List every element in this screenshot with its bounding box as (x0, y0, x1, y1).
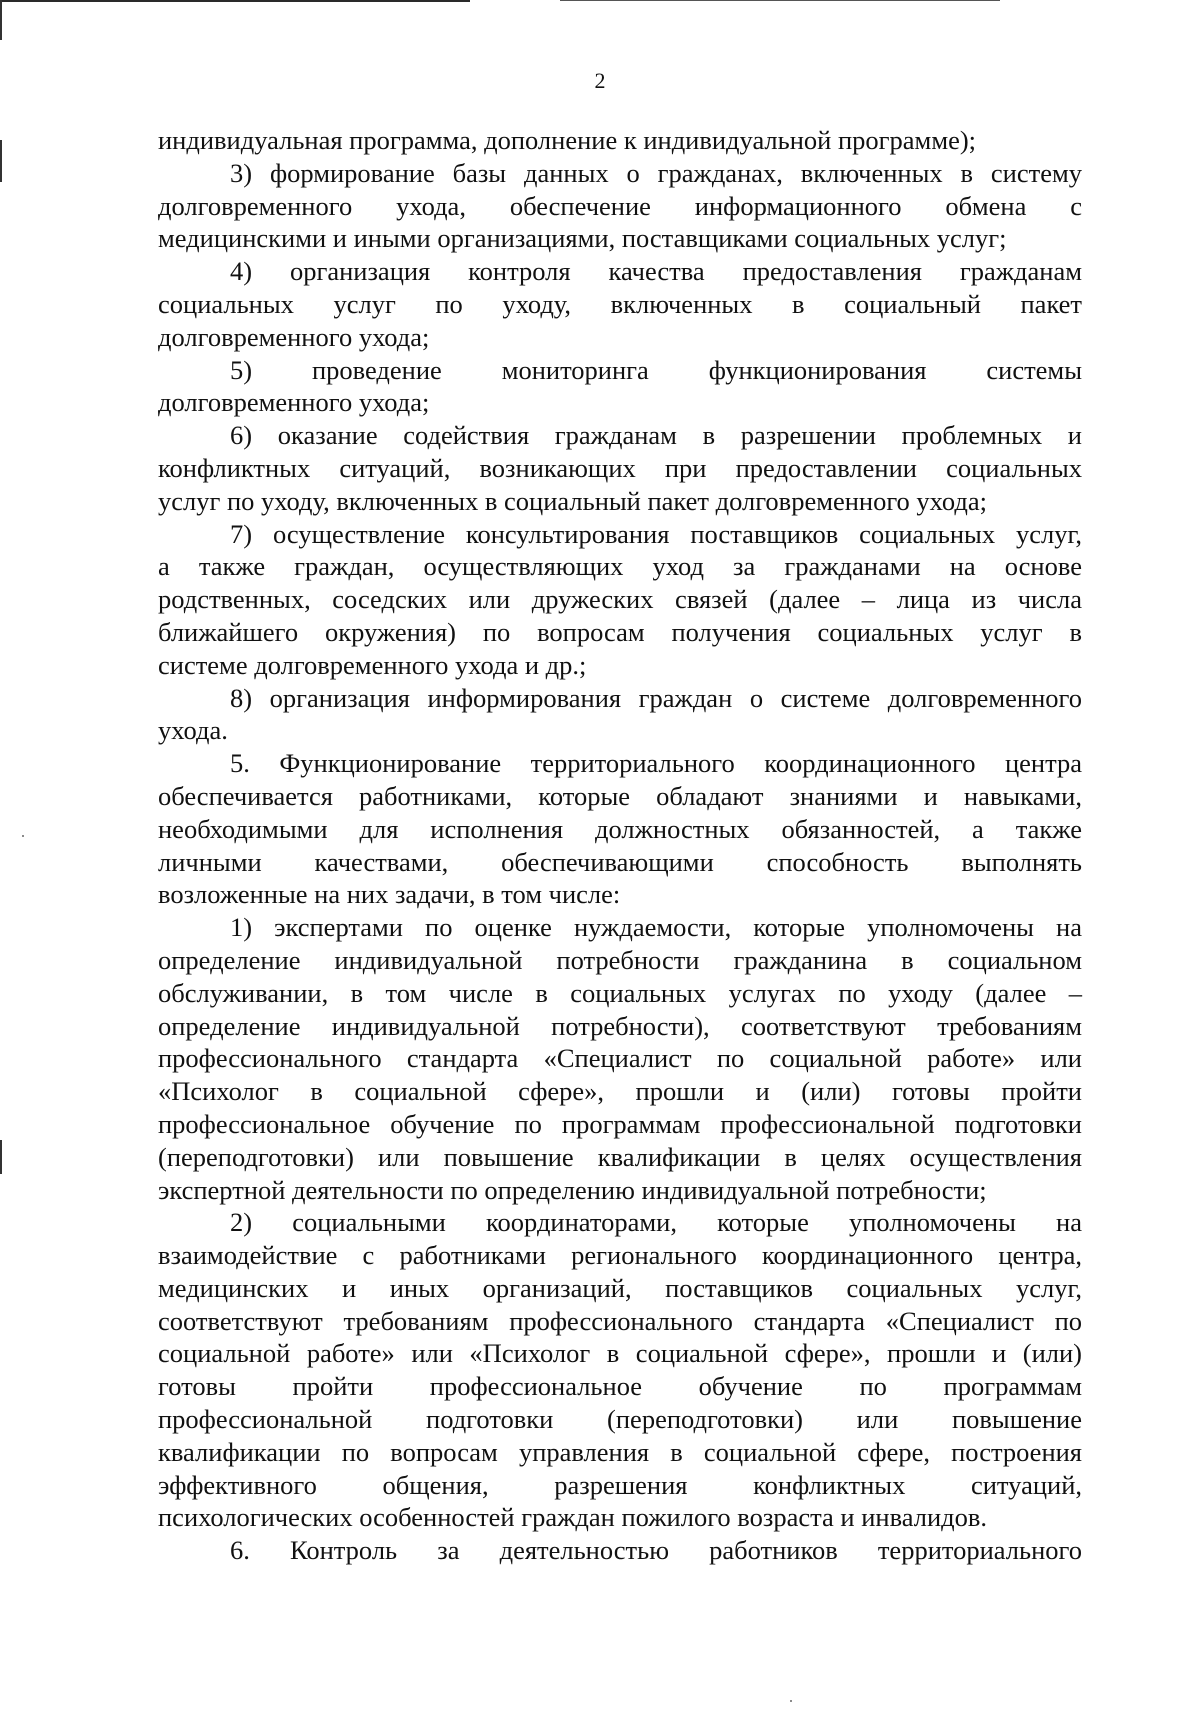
scan-edge-top (0, 0, 470, 2)
text-line: долговременного ухода; (158, 321, 430, 352)
text-line: 1) экспертами по оценке нуждаемости, которые уполномочены на (230, 912, 1082, 943)
scan-edge-left (0, 140, 2, 182)
text-line: эффективного общения, разрешения конфликтных ситуаций, (158, 1469, 1082, 1500)
text-line: взаимодействие с работниками регионального координационного центра, (158, 1240, 1082, 1271)
text-line: услуг по уходу, включенных в социальный пакет долговременного ухода; (158, 485, 988, 516)
text-line: психологических особенностей граждан пожилого возраста и инвалидов. (158, 1502, 988, 1533)
scan-edge-left (0, 1140, 2, 1174)
text-line: возложенные на них задачи, в том числе: (158, 879, 621, 910)
document-body (158, 124, 1082, 1567)
text-line: ухода. (158, 715, 228, 746)
text-line: обслуживании, в том числе в социальных услугах по уходу (далее – (158, 977, 1082, 1008)
text-line: медицинскими и иными организациями, поставщиками социальных услуг; (158, 223, 1007, 254)
scan-edge-top-faint (560, 0, 1000, 1)
text-line: долговременного ухода; (158, 387, 430, 418)
text-line: а также граждан, осуществляющих уход за гражданами на основе (158, 551, 1082, 582)
text-line: социальных услуг по уходу, включенных в социальный пакет (158, 288, 1082, 319)
text-line: «Психолог в социальной сфере», прошли и (или) готовы пройти (158, 1076, 1082, 1107)
text-line: конфликтных ситуаций, возникающих при предоставлении социальных (158, 452, 1082, 483)
text-line: 7) осуществление консультирования поставщиков социальных услуг, (230, 518, 1082, 549)
text-line: квалификации по вопросам управления в социальной сфере, построения (158, 1436, 1082, 1467)
scan-speck (22, 835, 24, 837)
text-line: 5. Функционирование территориального координационного центра (230, 748, 1082, 779)
text-line: 6) оказание содействия гражданам в разрешении проблемных и (230, 420, 1082, 451)
text-line: определение индивидуальной потребности гражданина в социальном (158, 944, 1082, 975)
text-line: профессионального стандарта «Специалист по социальной работе» или (158, 1043, 1082, 1074)
text-line: долговременного ухода, обеспечение информационного обмена с (158, 190, 1082, 221)
text-line: системе долговременного ухода и др.; (158, 649, 587, 680)
text-line: 5) проведение мониторинга функционирования системы (230, 354, 1082, 385)
text-line: 6. Контроль за деятельностью работников территориального (230, 1535, 1082, 1566)
text-line: обеспечивается работниками, которые обладают знаниями и навыками, (158, 780, 1082, 811)
text-line: необходимыми для исполнения должностных обязанностей, а также (158, 813, 1082, 844)
text-line: родственных, соседских или дружеских связей (далее – лица из числа (158, 584, 1082, 615)
text-line: определение индивидуальной потребности), соответствуют требованиям (158, 1010, 1082, 1041)
text-line: ближайшего окружения) по вопросам получения социальных услуг в (158, 616, 1082, 647)
text-line: соответствуют требованиям профессионального стандарта «Специалист по (158, 1305, 1082, 1336)
text-line: профессиональной подготовки (переподготовки) или повышение (158, 1404, 1082, 1435)
page-number: 2 (594, 68, 606, 93)
text-line: 3) формирование базы данных о гражданах, включенных в систему (230, 157, 1082, 188)
scan-edge-left (0, 0, 2, 40)
text-line: медицинских и иных организаций, поставщиков социальных услуг, (158, 1272, 1082, 1303)
text-line: 2) социальными координаторами, которые уполномочены на (230, 1207, 1082, 1238)
text-line: (переподготовки) или повышение квалификации в целях осуществления (158, 1141, 1082, 1172)
text-line: 4) организация контроля качества предоставления гражданам (230, 256, 1082, 287)
text-line: социальной работе» или «Психолог в социальной сфере», прошли и (или) (158, 1338, 1082, 1369)
text-line: индивидуальная программа, дополнение к индивидуальной программе); (158, 125, 977, 155)
scan-speck (790, 1700, 792, 1702)
text-line: готовы пройти профессиональное обучение по программам (158, 1371, 1082, 1402)
text-line: 8) организация информирования граждан о системе долговременного (230, 682, 1082, 713)
text-line: экспертной деятельности по определению индивидуальной потребности; (158, 1174, 987, 1205)
text-line: профессиональное обучение по программам профессиональной подготовки (158, 1108, 1082, 1139)
text-line: личными качествами, обеспечивающими способность выполнять (158, 846, 1082, 877)
